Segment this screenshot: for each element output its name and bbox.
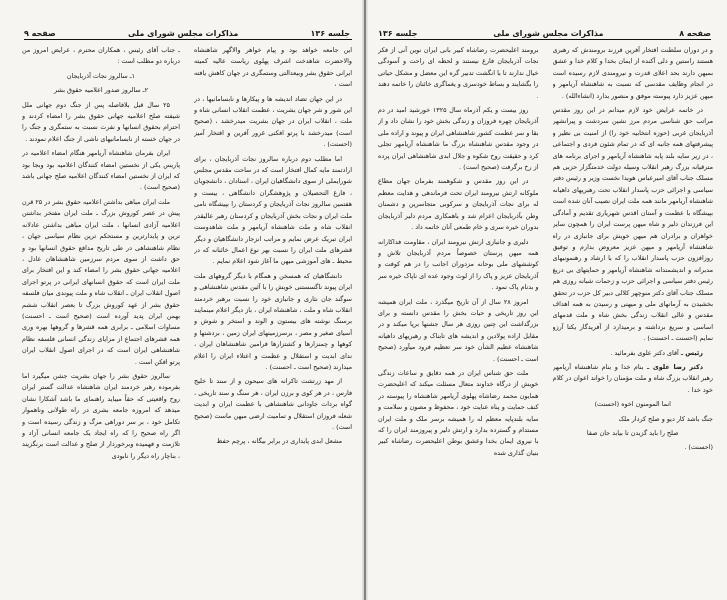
running-title: مذاکرات مجلس شورای ملی <box>493 29 604 38</box>
column-left <box>553 45 714 592</box>
president-line <box>553 348 714 359</box>
list-item: ۲ـ سالروز صدور اعلامیه حقوق بشر <box>54 86 148 95</box>
list-item: ۱ـ سالروز نجات آذربایجان <box>66 71 136 80</box>
verse-line: جنگ باشد کار دیو و صلح کردار ملک <box>618 414 713 423</box>
paragraph: دانشگاهیان که همسخن و همگام با دیگر گروههای ملت ایران پیوند ناگسستنی خویش را با آئین مقدس شاهنشاهی و سوگند جان نثاری و جانبازی خود را نسبت برهبر خردمند انقلاب شاه و ملت ، شاهنشاه ایران ، باز دیگر اعلام مینمایند برسنگ نوشته های بیستون و الوند و استخر و شوش و آسیای صغیر و مصر ، برسرزمینهای ایران زمین ، بردشتها و کوهها و چمنزارها و کشتزارها فرامین شاهنشاهان ایران ، ندای ابدیت و استقلال و عظمت و اعتلاء ایران را اعلام میدارند (صحیح است ـ احسنت) . <box>194 271 352 371</box>
paragraph: این جامعه خواهد بود و پیام خواهر والاگهر شاهنشاه والاحضرت شاهدخت اشرف پهلوی ریاست عالیه کمیته ایرانی حقوق بشر وبیعدالتی وستمگری در جهان کاهش یافته است ، <box>194 46 352 89</box>
page-header <box>378 24 711 38</box>
column-left <box>194 45 352 592</box>
page-number: صفحه ۹ <box>24 29 56 38</box>
speech-text: آقای دکتر علوی بفرمائید . <box>610 348 679 357</box>
paragraph: امروز ۲۸ سال از آن تاریخ میگذرد ، ملت ایران همیشه این روز تاریخی و حیات بخش را مقدس دانسته و برای بزرگداشت این چنین روزی هر سال جشنها برپا میکند و در مقابل اراده پولادین و اندیشه های تابناک و رهبریهای داهیانه شاهنشاه عظیم الشأن خود سر تعظیم فرود میآورد (صحیح است ـ احسنت) . <box>378 297 539 363</box>
page-number: صفحه ۸ <box>679 29 711 38</box>
closing-line: (احسنت) . <box>684 443 713 452</box>
session-number: جلسه ۱۳۶ <box>310 29 350 38</box>
paragraph: ملت حق شناس ایران در همه دقایق و ساعات زندگی خویش از درگاه خداوند متعال مسئلت میکند که اعلیحضرت همایون محمد رضاشاه پهلوی آریامهر شاهنشاه را پیوسته در کنف حمایت و پناه عنایت خود ، محفوظ و مصون و سلامت و سایه بلندپایه معظم له را همیشه برسر ملک و ملت ایران مستدام و گسترده بدارد و ارتش دلیر و پیروزمند ایران را که با نیروی ایمان بخدا وعشق بوطن اعلیحضرت رضاشاه کبیر بنیان گذاری شده <box>378 368 539 457</box>
paragraph: اما مطلب دوم درباره سالروز نجات آذربایجان ، برای ارادتمند مایه کمال افتخار است که در ساحت مقدس مجلس شورایملی از سوی دانشگاهیان ایران ، استادان ، دانشجویان ، فارغ التحصیلان و پژوهشگران دانشگاهی ، بیست و هفتمین سالروز نجات آذربایجان و کردستان را بپیشگاه نامی ملت ایران و نجات بخش آذربایجان و کردستان رهبر عالیقدر انقلاب شاه و ملت شاهنشاه آریامهر و ملت شاهدوست ایران تبریک عرض نمایم و مراتب انزجار دانشگاهیان و دیگر قشرهای ملت ایران را نسبت بهر نوع اعمال خائنانه که در محیط ـ های آموزشی میهن ما آغاز شود اعلام نمایم . <box>194 154 352 266</box>
paragraph: مشعل ابدی پایداری در برابر بیگانه ، پرچم حفظ <box>216 437 342 446</box>
paragraph: ایران بفرمان شاهنشاه آریامهر هنگام امضاء اعلامیه در پاریس یکی از نخستین امضاء کنندگان اعلامیه بود وبجا بود که ایران از نخستین امضاء کنندگان اعلامیه صلح جهانی باشد (صحیح است) . <box>22 149 180 192</box>
paragraph: دلیری و جانبازی ارتش نیرومند ایران ، مقاومت فداکارانه همه میهن پرستان خصوصاً مردم آذربایجان تلاش و کوششهای ملی بوحانه مزدوران اجانب را در هم کوفت و آذربایجان عزیز و پاک را از لوث وجود عده ای ناپاک خیره سر و بدنام پاک نمود . <box>378 237 539 292</box>
paragraph: در این روز مقدس و شکوهمند بفرمان جهان مطاع ملوکانه ارتش نیرومند ایران تحت فرماندهی و هدایت معظم له برای نجات آذربایجان و سرکوبی متجاسرین و دشمنان وطن بآذربایجان اعزام شد و باهمکاری مردم دلیر آذربایجان بدوران خیره سری و خام طمعی آنان خاتمه داد . <box>378 177 539 232</box>
speaker-label: رئیس ـ <box>680 348 703 357</box>
page-8 <box>364 0 727 600</box>
header-rule <box>24 39 352 40</box>
running-title: مذاکرات مجلس شورای ملی <box>128 29 239 38</box>
paragraph: روز بیست و یکم آذرماه سال ۱۳۲۵ خورشید امید در دم آذربایجان چهره فروزان و زندگی بخش خود را نشان داد و از بقا و سر عظمت کشور شاهنشاهی ایران و پیوند و اراده ملی در وجود مقدس شاهنشاه بزرگ ما شاهنشاه آریامهر تجلی کرد و حقیقت روح شکوه و جلال ابدی شاهنشاهی ایران پرده از رخ برگرفت (صحیح است) . <box>378 106 539 172</box>
column-right <box>22 45 180 592</box>
paragraph: و در دوران سلطنت افتخار آفرین فرزند برومندش که رهبری هستند راستین و دلی آکنده از ایمان بخدا و کلام خدا و عشق بمیهن دارند بحد اعلای قدرت و نیرومندی لازم رسیده است در انجام وظایف مقدسی که نسبت به شاهنشاه آریامهر و میهن عزیز دارد پیوسته موفق و منصور بدارد (انشاءالله) . <box>552 46 713 100</box>
paragraph: ملت ایران مباهی بداشتن اعلامیه حقوق بشر در ۲۵ قرن پیش در عصر کوروش بزرگ ـ ملت ایران مفتخر بداشتن اعلامیه آزادی انسانها ، ملت ایران مباهی بداشتن عادلانه ترین و پایدارترین و مستحکم ترین نظام سیاسی جهان ، نظام شاهنشاهی در طی تاریخ مدافع حقوق انسانها بود و حق داشت از سوی مردم سرزمین شاهنشاهان عادل ، اعلامیه جهانی حقوق بشر را امضاء کند و این افتخار برای ملت ایران است که حقوق انسانهای ایرانی در پرتو اجرای اصول انقلاب ایران ـ انقلاب شاه و ملت پیوندی میان فلسفه حقوق بشر از عهد کوروش بزرگ تا بعصر انقلاب ششم بهمن ایران پدید آورده است (صحیح است ـ احسنت) مساوات اسلامی ـ برابری همه قشرها و گروهها بهره وری همه قشرهای اجتماع از مزایای زندگی انسانی فلسفه نظام شاهنشاهی ایران است که در اجرای اصول انقلاب ایران پرتو افکن است . <box>22 197 180 366</box>
speaker-label: دکتر رضا علوی ـ <box>647 362 703 371</box>
paragraph: ۲۵ سال قبل بلافاصله پس از جنگ دوم جهانی ملل شیفته صلح اعلامیه جهانی حقوق بشر را امضاء کردند و احترام بحقوق انسانها و نفرت نسبت به ستمگری و جنگ را در جهان خسته از نابسامانیهای ناشی از جنگ اعلام نمودند . <box>22 100 180 143</box>
page-header <box>24 24 350 38</box>
header-rule <box>380 39 711 40</box>
speaker-line <box>553 362 714 396</box>
paragraph: در این جهان تضاد اندیشه ها و پیکارها و نابسامانیها ، در این شور و شر جهان بشریت ، عظمت انقلاب انسانی شاه و ملت ، انقلاب ایران در جهان بشریت میدرخشد ، (صحیح است) میدرخشد با پرتو افکنی غرور آفرین و افتخار آمیز (احسنت) . <box>194 94 352 149</box>
paragraph: از مهد زرتشت تاکرانه های سیحون و از سند تا خلیج فارس ، در هر کوی و برزن ایران ، هر سنگ و سند تاریخی ، گواه بردات جاودانی شاهنشاهی با عظمت ایران و ابدیت شعله فروزان استقلال و تمامیت ارضی میهن ماست (صحیح است) . <box>194 377 352 431</box>
paragraph: برومند اعلیحضرت رضاشاه کبیر بانی ایران نوین آنی از فکر نجات آذربایجان فارغ نیستند و لحظه ای راحت و آسودگی خیال ندارند تا با انگشت تدبیر گره این معضل و مشکل حیاتی را بگشایند و بساط خودسری و یغماگری خائنان را خاتمه دهند . <box>378 46 539 100</box>
speech-text: بنام خدا و بنام شاهنشاه آریامهر رهبر انقلاب بزرگ شاه و ملت مؤمنان را خواند اعوان در کلام خود خدا . <box>552 362 713 394</box>
column-right <box>378 45 539 592</box>
paragraph: در خاتمه عرایض خود لازم میدانم در این روز مقدس مراتب حق شناسی مردم مرز نشین سردشت و پیرانشهر آذربایجان غربی (حوزه انتخابیه خود را) از امنیت بی نظیر و پیشرفتهای همه جانبه ای که در تمام شئون فردی و اجتماعی ، در زیر سایه بلند پایه شاهنشاه آریامهر و اجرای برنامه های مترقیانه بزرگ رهبر انقلاب وسیله دولت خدمتگزار حزبی هم مسلک جناب آقای امیرعباس هویدا نخست وزیر و رئیس دفتر سیاسی و اجرائی حزب پاسدار انقلاب تحت رهبریهای داهیانه شاهنشاه آریامهر مانند همه ملت ایران نصیب آنان شده است بپیشگاه با عظمت و آستان اقدس شهریاری تقدیم و آمادگی این فرزندان دلیر و شاه میهن پرست ایران را همچون سایر خواهران و برادران هم میهن خویش برای جانبازی در راه شاهنشاه آریامهر و میهن عزیز معروض بدارم و توفیق روزافزون حزب پاسدار انقلاب را که با ارشاد و رهنمونیهای مدبرانه و اندیشمندانه شاهنشاه آریامهر و حمایتهای بی دریغ رئیس دفتر سیاسی و اجرائی حزب و زحمات شبانه روزی هم مسلک جناب آقای دکتر منوچهر کلالی دبیر کل حزب در تحقق بخشیدن به آرمانهای ملی و میهنی و رسیدن به همه اهداف مقدس و عالی انقلاب زندگی بخش شاه و ملت قدمهای اساسی و سریع برداشته و برمیدارد از آفریدگار یکتا آرزو نمایم (احسنت ـ احسنت) . <box>552 106 713 343</box>
paragraph: ـ جناب آقای رئیس ، همکاران محترم ، عرایض امروز من درباره دو مطلب است : <box>22 46 180 66</box>
text-columns <box>22 45 352 592</box>
paragraph: سالروز حقوق بشر را جهان بشریت جشن میگیرد اما بفرموده رهبر خردمند ایران شاهنشاه عدالت گستر ایران روح واقعیتی که حقاً میباید راهنمای ما باشد آشکارا نشان میدهد که امروزه جامعه بشری در راه طولانی وناهموار تکامل خود ، بر سر دوراهی مرگ و زندگی رسیده است و اگر راه صحیح را که راه ایجاد یک جامعه انسانی آزاد و تلازمت و فهمیده وبرخوردار از صلح و عدالت است برنگزیند ، بناچار راه دیگر را نابودی <box>22 371 180 460</box>
session-number: جلسه ۱۳۶ <box>378 29 418 38</box>
verse-line: انما المومنون اخوه (احسنت) <box>594 400 671 409</box>
verse-line: صلح را باید گزیدن تا بیابد جان صفا <box>586 429 679 437</box>
text-columns <box>378 45 713 592</box>
book-gutter <box>362 0 368 600</box>
